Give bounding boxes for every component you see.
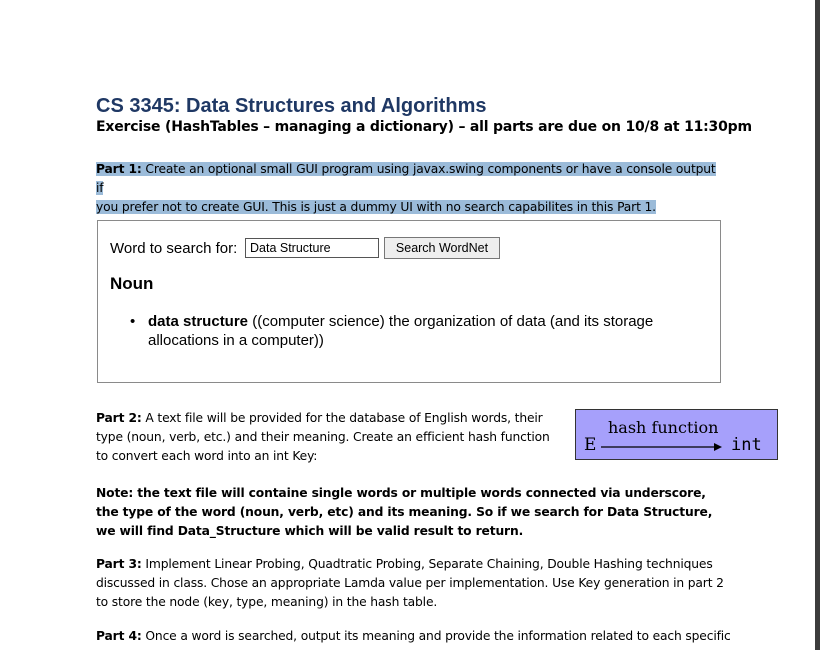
part1-line2: you prefer not to create GUI. This is just a dummy UI with no search capabilites in this Part 1. <box>96 200 656 214</box>
part4-text: Once a word is searched, output its meaning and provide the information related to each specific <box>141 629 731 643</box>
part2-label: Part 2: <box>96 411 142 425</box>
part-of-speech-heading: Noun <box>110 274 154 293</box>
note-paragraph: Note: the text file will containe single words or multiple words connected via underscore, the type of the word (noun, verb, etc) and its meaning. So if we search for Data Structure, we will find Data_Structure which will be valid result to return. <box>96 486 713 538</box>
page-edge <box>815 0 820 650</box>
exercise-subtitle: Exercise (HashTables – managing a dictionary) – all parts are due on 10/8 at 11:30pm <box>96 119 752 135</box>
part2-paragraph <box>96 409 564 466</box>
part2-text: A text file will be provided for the database of English words, their type (noun, verb, etc.) and their meaning. Create an efficient hash function to convert each word into an int Key: <box>96 411 550 463</box>
definition-term: data structure <box>148 313 249 330</box>
hash-function-diagram <box>575 409 778 460</box>
search-label: Word to search for: <box>110 240 238 257</box>
part3-text: Implement Linear Probing, Quadtratic Probing, Separate Chaining, Double Hashing techniques discussed in class. Chose an appropriate Lamda value per implementation. Use Key generation in part 2 to store the node (key, type, meaning) in the hash table. <box>96 557 724 609</box>
gui-mockup <box>97 220 721 383</box>
part4-label: Part 4: <box>96 629 142 643</box>
hash-function-label: hash function <box>608 418 719 437</box>
hash-codomain-label: int <box>731 435 762 455</box>
definition-item <box>130 312 690 350</box>
part1-line1: Create an optional small GUI program using javax.swing components or have a console output if <box>96 162 716 195</box>
search-wordnet-button[interactable]: Search WordNet <box>384 237 500 259</box>
part1-label: Part 1: <box>96 162 142 176</box>
part3-label: Part 3: <box>96 557 142 571</box>
bullet-icon: • <box>130 313 136 330</box>
definition-text: ((computer science) the organization of data (and its storage allocations in a computer)) <box>148 313 654 349</box>
hash-domain-label: E <box>584 435 597 455</box>
page-title: CS 3345: Data Structures and Algorithms <box>96 95 487 117</box>
search-input[interactable] <box>245 238 379 258</box>
part1-paragraph <box>96 160 726 217</box>
part4-paragraph <box>96 627 731 646</box>
part3-paragraph <box>96 555 726 612</box>
